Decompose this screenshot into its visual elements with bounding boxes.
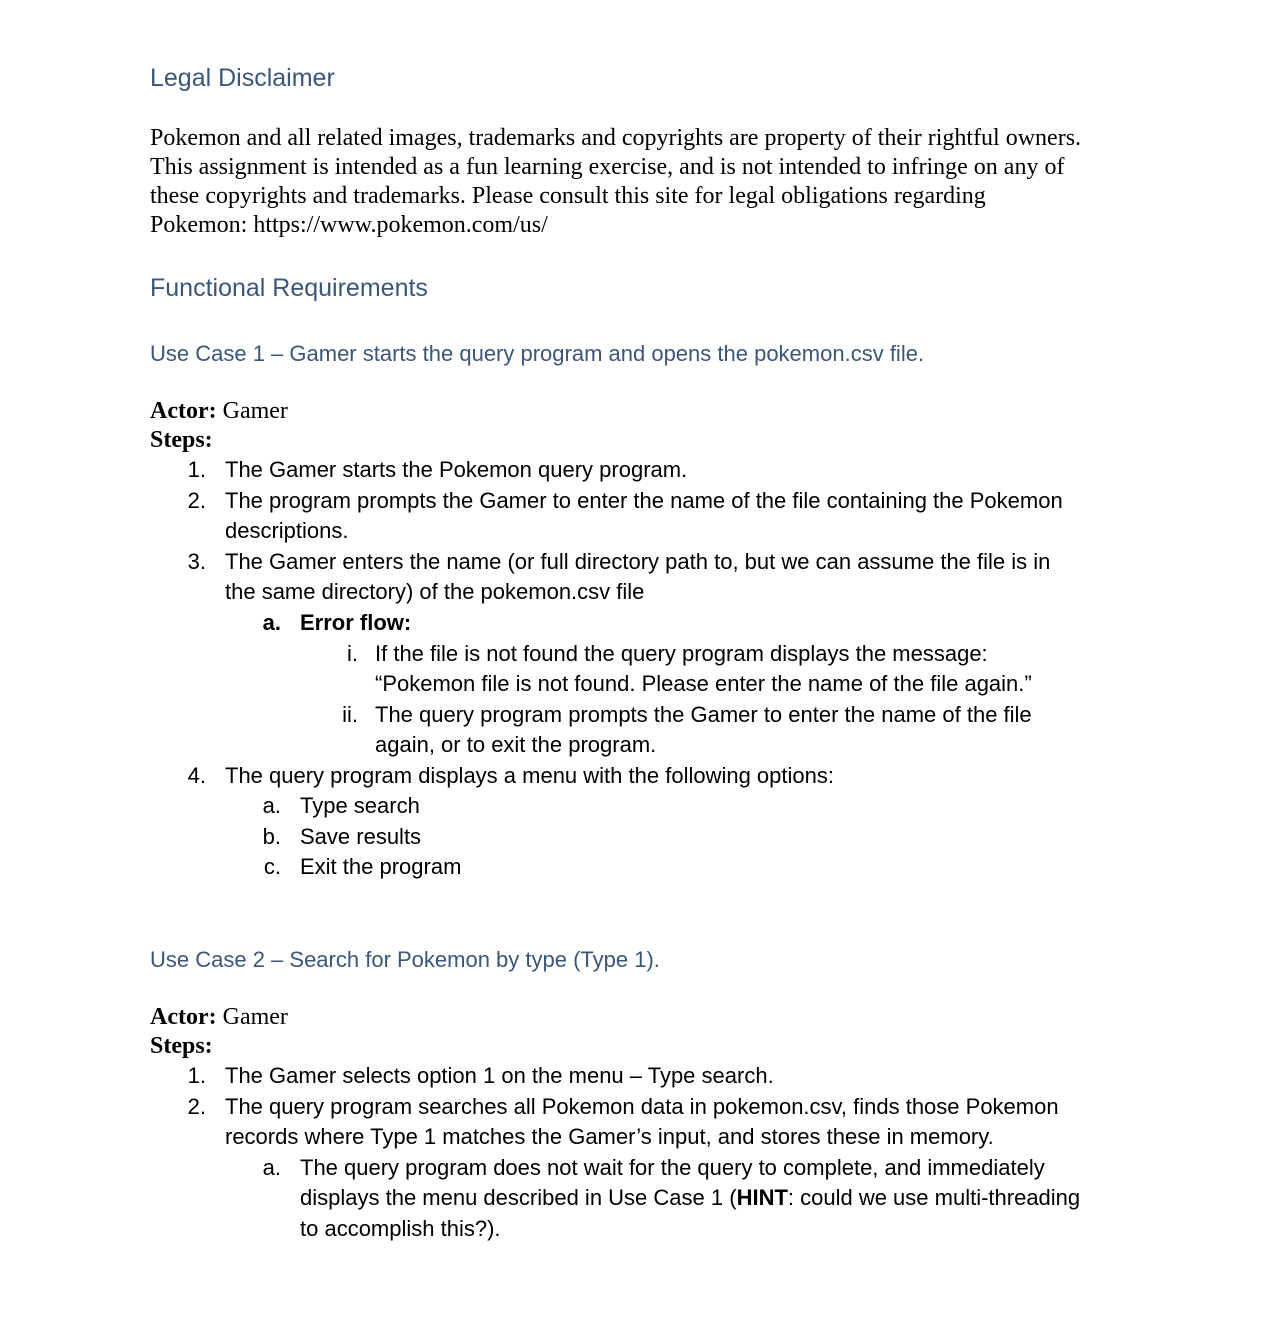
sub-step-text: The query program does not wait for the query to complete, and immediately — [300, 1155, 1045, 1180]
legal-line: Pokemon and all related images, trademarks and copyrights are property of their rightful owners. — [150, 125, 1082, 151]
step-number: 1. — [187, 457, 206, 482]
menu-option-text: Save results — [300, 824, 422, 849]
menu-option-letter: c. — [263, 854, 281, 879]
functional-requirements-heading: Functional Requirements — [150, 274, 428, 302]
error-item-number: ii. — [342, 702, 358, 727]
step-text: the same directory) of the pokemon.csv file — [225, 579, 645, 604]
step-text: The Gamer enters the name (or full directory path to, but we can assume the file is in — [225, 549, 1051, 574]
legal-line: Pokemon: https://www.pokemon.com/us/ — [150, 212, 548, 238]
actor-value: Gamer — [222, 398, 288, 424]
uc1-actor — [150, 397, 288, 426]
error-flow-letter: a. — [262, 610, 281, 635]
step-text: The query program displays a menu with the following options: — [225, 763, 834, 788]
use-case-2-title: Use Case 2 – Search for Pokemon by type (Type 1). — [150, 947, 660, 972]
step-number: 2. — [187, 488, 206, 513]
step-text: The Gamer starts the Pokemon query program. — [225, 457, 688, 482]
step-number: 3. — [187, 549, 206, 574]
step-text: The program prompts the Gamer to enter the name of the file containing the Pokemon — [225, 488, 1063, 513]
step-number: 1. — [187, 1063, 206, 1088]
legal-line: This assignment is intended as a fun learning exercise, and is not intended to infringe on any of — [150, 154, 1065, 180]
error-item-text: The query program prompts the Gamer to enter the name of the file — [375, 702, 1032, 727]
step-text: records where Type 1 matches the Gamer’s input, and stores these in memory. — [225, 1124, 994, 1149]
step-number: 2. — [187, 1094, 206, 1119]
menu-option-letter: a. — [262, 793, 281, 818]
error-item-text: again, or to exit the program. — [375, 732, 657, 757]
step-text: The query program searches all Pokemon data in pokemon.csv, finds those Pokemon — [225, 1094, 1059, 1119]
actor-value: Gamer — [222, 1004, 288, 1030]
hint-label: HINT — [736, 1185, 788, 1210]
legal-disclaimer-heading: Legal Disclaimer — [150, 64, 335, 92]
error-item-text: “Pokemon file is not found. Please enter the name of the file again.” — [375, 671, 1032, 696]
step-text: The Gamer selects option 1 on the menu – Type search. — [225, 1063, 774, 1088]
uc2-actor — [150, 1003, 288, 1032]
menu-option-letter: b. — [262, 824, 281, 849]
sub-step-letter: a. — [262, 1155, 281, 1180]
step-text: descriptions. — [225, 518, 349, 543]
step-number: 4. — [187, 763, 206, 788]
uc2-steps-label: Steps: — [150, 1033, 213, 1059]
sub-step-text: displays the menu described in Use Case 1 (HINT: could we use multi-threading — [300, 1185, 1081, 1210]
menu-option-text: Type search — [300, 793, 420, 818]
actor-label: Actor: — [150, 398, 217, 424]
legal-line: these copyrights and trademarks. Please consult this site for legal obligations regarding — [150, 183, 986, 209]
error-flow-label: Error flow: — [300, 610, 412, 635]
uc1-steps-label: Steps: — [150, 427, 213, 453]
menu-option-text: Exit the program — [300, 854, 462, 879]
error-item-number: i. — [347, 641, 358, 666]
error-item-text: If the file is not found the query program displays the message: — [375, 641, 988, 666]
sub-step-text: to accomplish this?). — [300, 1216, 501, 1241]
use-case-1-title: Use Case 1 – Gamer starts the query program and opens the pokemon.csv file. — [150, 341, 925, 366]
actor-label: Actor: — [150, 1004, 217, 1030]
